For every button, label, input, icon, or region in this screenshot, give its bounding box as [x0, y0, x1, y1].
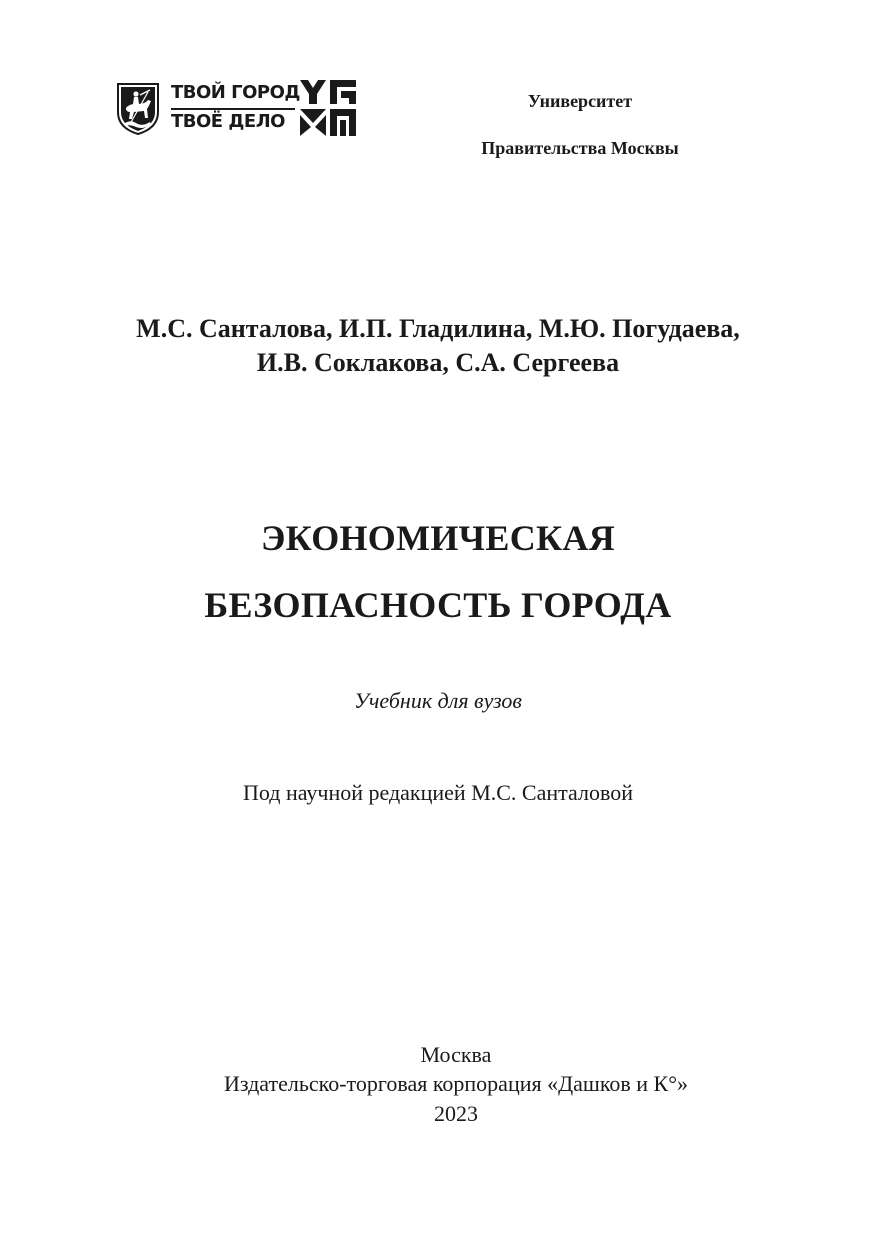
authors-line-1: М.С. Санталова, И.П. Гладилина, М.Ю. Погудаева,: [136, 314, 740, 343]
logo-line-1: ТВОЙ ГОРОД: [171, 82, 300, 103]
book-title-line-2: БЕЗОПАСНОСТЬ ГОРОДА: [204, 585, 672, 625]
imprint-publisher: Издательско-торговая корпорация «Дашков и К°»: [223, 1071, 689, 1096]
logo-block: [114, 80, 358, 138]
logo-line-2: ТВОЁ ДЕЛО: [171, 111, 285, 132]
university-name-line-2: Правительства Москвы: [481, 138, 679, 158]
imprint-year: 2023: [434, 1101, 478, 1126]
logo-divider: [171, 108, 295, 110]
moscow-coat-of-arms-icon: [114, 82, 162, 136]
book-title-line-1: ЭКОНОМИЧЕСКАЯ: [260, 518, 616, 558]
book-subtitle: Учебник для вузов: [354, 688, 522, 713]
imprint-city: Москва: [420, 1042, 492, 1067]
logo-wordmark: [171, 82, 299, 136]
editor-credit: Под научной редакцией М.С. Санталовой: [243, 780, 633, 805]
university-name-line-1: Университет: [527, 91, 633, 111]
ugp-geometric-mark-icon: [300, 80, 356, 136]
authors-line-2: И.В. Соклакова, С.А. Сергеева: [256, 348, 620, 377]
